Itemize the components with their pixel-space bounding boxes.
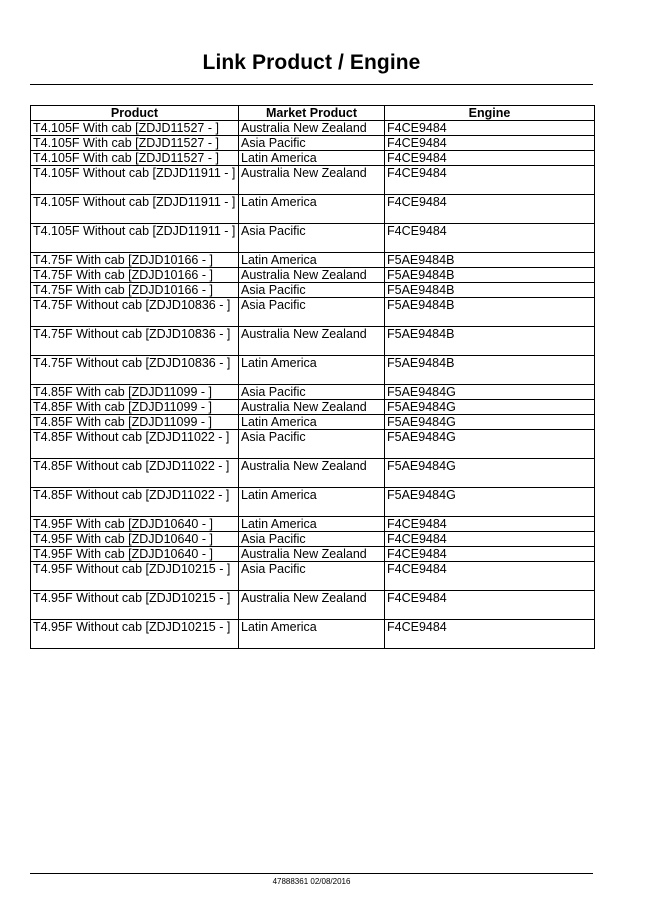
cell-product: T4.105F With cab [ZDJD11527 - ] — [31, 121, 239, 136]
cell-product: T4.85F With cab [ZDJD11099 - ] — [31, 400, 239, 415]
cell-engine: F5AE9484G — [385, 415, 595, 430]
cell-engine: F4CE9484 — [385, 591, 595, 620]
cell-engine: F4CE9484 — [385, 562, 595, 591]
cell-market-product: Asia Pacific — [239, 532, 385, 547]
document-footer: 47888361 02/08/2016 — [272, 877, 351, 886]
table-row — [31, 121, 595, 136]
cell-product: T4.95F With cab [ZDJD10640 - ] — [31, 532, 239, 547]
cell-market-product: Asia Pacific — [239, 136, 385, 151]
table-row — [31, 517, 595, 532]
cell-product: T4.75F Without cab [ZDJD10836 - ] — [31, 298, 239, 327]
cell-engine: F4CE9484 — [385, 532, 595, 547]
cell-market-product: Australia New Zealand — [239, 121, 385, 136]
cell-product: T4.85F Without cab [ZDJD11022 - ] — [31, 488, 239, 517]
cell-product: T4.105F Without cab [ZDJD11911 - ] — [31, 195, 239, 224]
header-product: Product — [31, 106, 239, 121]
cell-product: T4.75F Without cab [ZDJD10836 - ] — [31, 327, 239, 356]
cell-product: T4.95F Without cab [ZDJD10215 - ] — [31, 591, 239, 620]
table-row — [31, 547, 595, 562]
cell-market-product: Australia New Zealand — [239, 591, 385, 620]
cell-engine: F5AE9484G — [385, 459, 595, 488]
link-product-engine-table — [30, 105, 595, 649]
table-row — [31, 327, 595, 356]
cell-product: T4.95F Without cab [ZDJD10215 - ] — [31, 620, 239, 649]
cell-product: T4.105F Without cab [ZDJD11911 - ] — [31, 166, 239, 195]
table-row — [31, 166, 595, 195]
cell-engine: F5AE9484B — [385, 327, 595, 356]
header-market-product: Market Product — [239, 106, 385, 121]
cell-engine: F5AE9484G — [385, 400, 595, 415]
cell-engine: F5AE9484B — [385, 253, 595, 268]
cell-engine: F4CE9484 — [385, 224, 595, 253]
footer-divider — [30, 873, 593, 874]
page-title: Link Product / Engine — [202, 51, 421, 74]
cell-market-product: Latin America — [239, 151, 385, 166]
table-row — [31, 356, 595, 385]
table-row — [31, 195, 595, 224]
cell-engine: F4CE9484 — [385, 121, 595, 136]
cell-market-product: Asia Pacific — [239, 298, 385, 327]
table-row — [31, 268, 595, 283]
cell-engine: F5AE9484B — [385, 268, 595, 283]
cell-product: T4.75F Without cab [ZDJD10836 - ] — [31, 356, 239, 385]
table-row — [31, 385, 595, 400]
cell-product: T4.85F With cab [ZDJD11099 - ] — [31, 385, 239, 400]
cell-market-product: Australia New Zealand — [239, 459, 385, 488]
cell-market-product: Asia Pacific — [239, 430, 385, 459]
cell-engine: F5AE9484G — [385, 385, 595, 400]
table-row — [31, 298, 595, 327]
cell-market-product: Asia Pacific — [239, 224, 385, 253]
cell-market-product: Latin America — [239, 517, 385, 532]
cell-market-product: Latin America — [239, 195, 385, 224]
cell-market-product: Latin America — [239, 253, 385, 268]
cell-product: T4.85F With cab [ZDJD11099 - ] — [31, 415, 239, 430]
cell-product: T4.95F With cab [ZDJD10640 - ] — [31, 517, 239, 532]
cell-engine: F4CE9484 — [385, 547, 595, 562]
title-divider — [30, 84, 593, 85]
table-row — [31, 532, 595, 547]
cell-market-product: Asia Pacific — [239, 283, 385, 298]
table-row — [31, 136, 595, 151]
table-row — [31, 430, 595, 459]
table-row — [31, 224, 595, 253]
cell-engine: F5AE9484G — [385, 488, 595, 517]
cell-product: T4.75F With cab [ZDJD10166 - ] — [31, 283, 239, 298]
cell-engine: F4CE9484 — [385, 620, 595, 649]
cell-product: T4.75F With cab [ZDJD10166 - ] — [31, 268, 239, 283]
table-row — [31, 591, 595, 620]
table-row — [31, 415, 595, 430]
cell-product: T4.105F With cab [ZDJD11527 - ] — [31, 136, 239, 151]
cell-engine: F4CE9484 — [385, 517, 595, 532]
cell-market-product: Asia Pacific — [239, 562, 385, 591]
cell-market-product: Latin America — [239, 415, 385, 430]
cell-market-product: Latin America — [239, 620, 385, 649]
cell-market-product: Latin America — [239, 356, 385, 385]
header-engine: Engine — [385, 106, 595, 121]
cell-market-product: Asia Pacific — [239, 385, 385, 400]
table-body — [31, 121, 595, 649]
cell-engine: F5AE9484G — [385, 430, 595, 459]
table-row — [31, 283, 595, 298]
cell-market-product: Australia New Zealand — [239, 268, 385, 283]
cell-product: T4.105F Without cab [ZDJD11911 - ] — [31, 224, 239, 253]
cell-engine: F4CE9484 — [385, 195, 595, 224]
cell-product: T4.95F Without cab [ZDJD10215 - ] — [31, 562, 239, 591]
cell-engine: F5AE9484B — [385, 356, 595, 385]
cell-engine: F4CE9484 — [385, 151, 595, 166]
cell-engine: F5AE9484B — [385, 283, 595, 298]
table-header-row — [31, 106, 595, 121]
cell-product: T4.85F Without cab [ZDJD11022 - ] — [31, 430, 239, 459]
cell-engine: F4CE9484 — [385, 166, 595, 195]
table-row — [31, 488, 595, 517]
table-row — [31, 151, 595, 166]
cell-engine: F5AE9484B — [385, 298, 595, 327]
table-row — [31, 459, 595, 488]
cell-market-product: Australia New Zealand — [239, 327, 385, 356]
table-row — [31, 562, 595, 591]
cell-market-product: Australia New Zealand — [239, 547, 385, 562]
table-row — [31, 400, 595, 415]
cell-market-product: Latin America — [239, 488, 385, 517]
cell-engine: F4CE9484 — [385, 136, 595, 151]
cell-product: T4.95F With cab [ZDJD10640 - ] — [31, 547, 239, 562]
cell-product: T4.75F With cab [ZDJD10166 - ] — [31, 253, 239, 268]
table-row — [31, 253, 595, 268]
cell-market-product: Australia New Zealand — [239, 400, 385, 415]
cell-market-product: Australia New Zealand — [239, 166, 385, 195]
cell-product: T4.85F Without cab [ZDJD11022 - ] — [31, 459, 239, 488]
table-row — [31, 620, 595, 649]
cell-product: T4.105F With cab [ZDJD11527 - ] — [31, 151, 239, 166]
